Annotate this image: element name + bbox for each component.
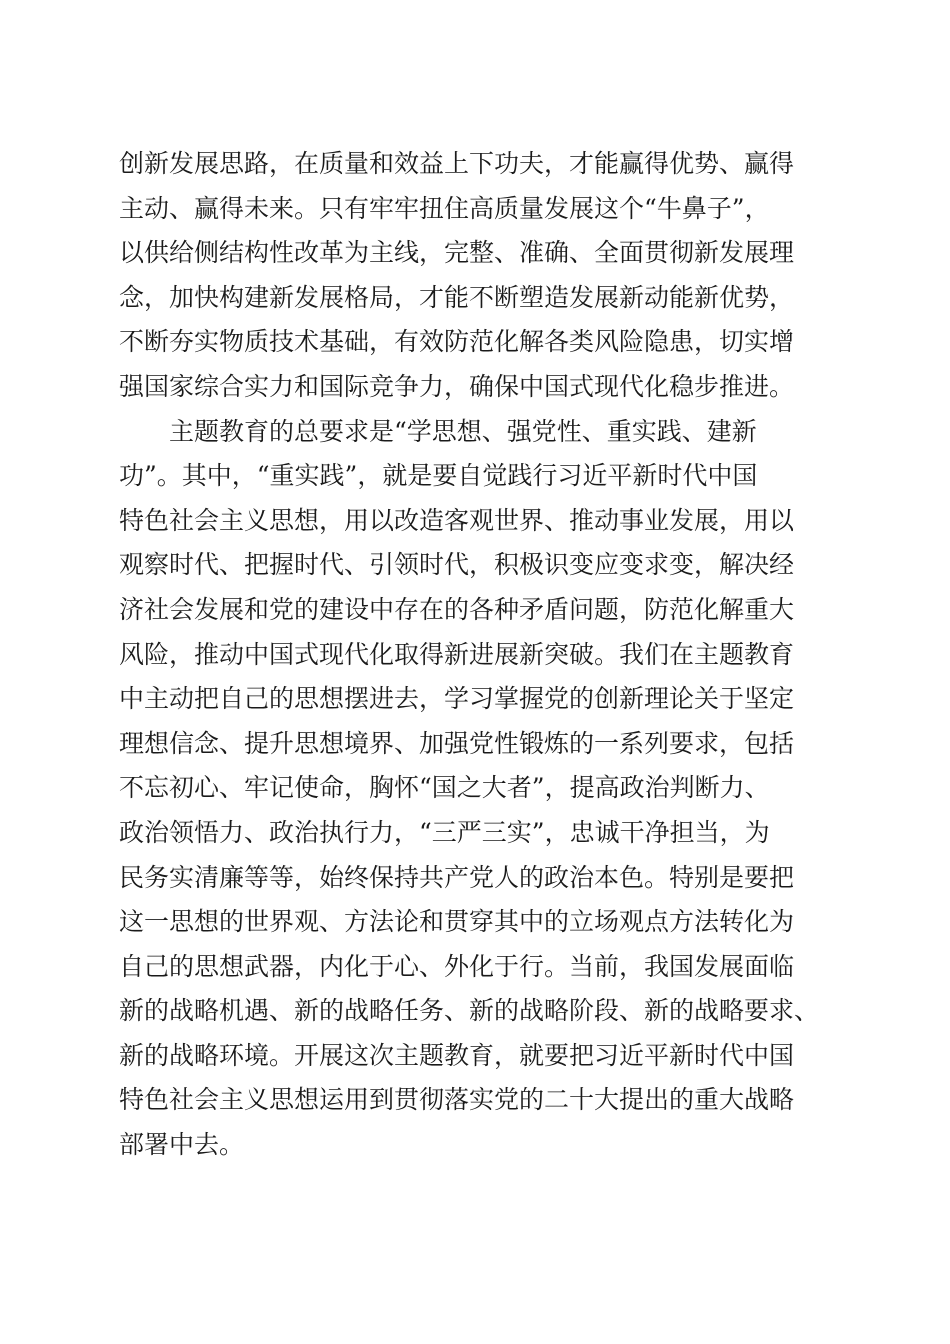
text-line: 强国家综合实力和国际竞争力，确保中国式现代化稳步推进。 [119, 371, 795, 401]
body-text [119, 142, 859, 1168]
text-line: 中主动把自己的思想摆进去，学习掌握党的创新理论关于坚定 [119, 684, 795, 714]
text-line: 民务实清廉等等，始终保持共产党人的政治本色。特别是要把 [119, 862, 795, 892]
text-line: 念，加快构建新发展格局，才能不断塑造发展新动能新优势， [119, 282, 795, 312]
text-line: 以供给侧结构性改革为主线，完整、准确、全面贯彻新发展理 [119, 238, 795, 268]
paragraph-2-start-line: 主题教育的总要求是“学思想、强党性、重实践、建新 [119, 416, 757, 446]
text-line: 特色社会主义思想运用到贯彻落实党的二十大提出的重大战略 [119, 1085, 795, 1115]
text-line: 部署中去。 [119, 1130, 245, 1160]
text-line: 济社会发展和党的建设中存在的各种矛盾问题，防范化解重大 [119, 594, 795, 624]
text-line: 风险，推动中国式现代化取得新进展新突破。我们在主题教育 [119, 639, 795, 669]
text-line: 理想信念、提升思想境界、加强党性锻炼的一系列要求，包括 [119, 728, 795, 758]
text-line: 功”。其中，“重实践”，就是要自觉践行习近平新时代中国 [119, 461, 758, 491]
text-line: 观察时代、把握时代、引领时代，积极识变应变求变，解决经 [119, 550, 795, 580]
text-line: 政治领悟力、政治执行力，“三严三实”，忠诚干净担当，为 [119, 817, 770, 847]
text-line: 主动、赢得未来。只有牢牢扭住高质量发展这个“牛鼻子”， [119, 193, 770, 223]
text-line: 这一思想的世界观、方法论和贯穿其中的立场观点方法转化为 [119, 907, 795, 937]
text-line: 不断夯实物质技术基础，有效防范化解各类风险隐患，切实增 [119, 327, 795, 357]
text-line: 新的战略环境。开展这次主题教育，就要把习近平新时代中国 [119, 1040, 795, 1070]
text-line: 新的战略机遇、新的战略任务、新的战略阶段、新的战略要求、 [119, 996, 820, 1026]
text-line: 创新发展思路，在质量和效益上下功夫，才能赢得优势、赢得 [119, 149, 795, 178]
text-line: 特色社会主义思想，用以改造客观世界、推动事业发展，用以 [119, 505, 795, 535]
text-line: 不忘初心、牢记使命，胸怀“国之大者”，提高政治判断力、 [119, 773, 770, 803]
text-line: 自己的思想武器，内化于心、外化于行。当前，我国发展面临 [119, 951, 795, 981]
